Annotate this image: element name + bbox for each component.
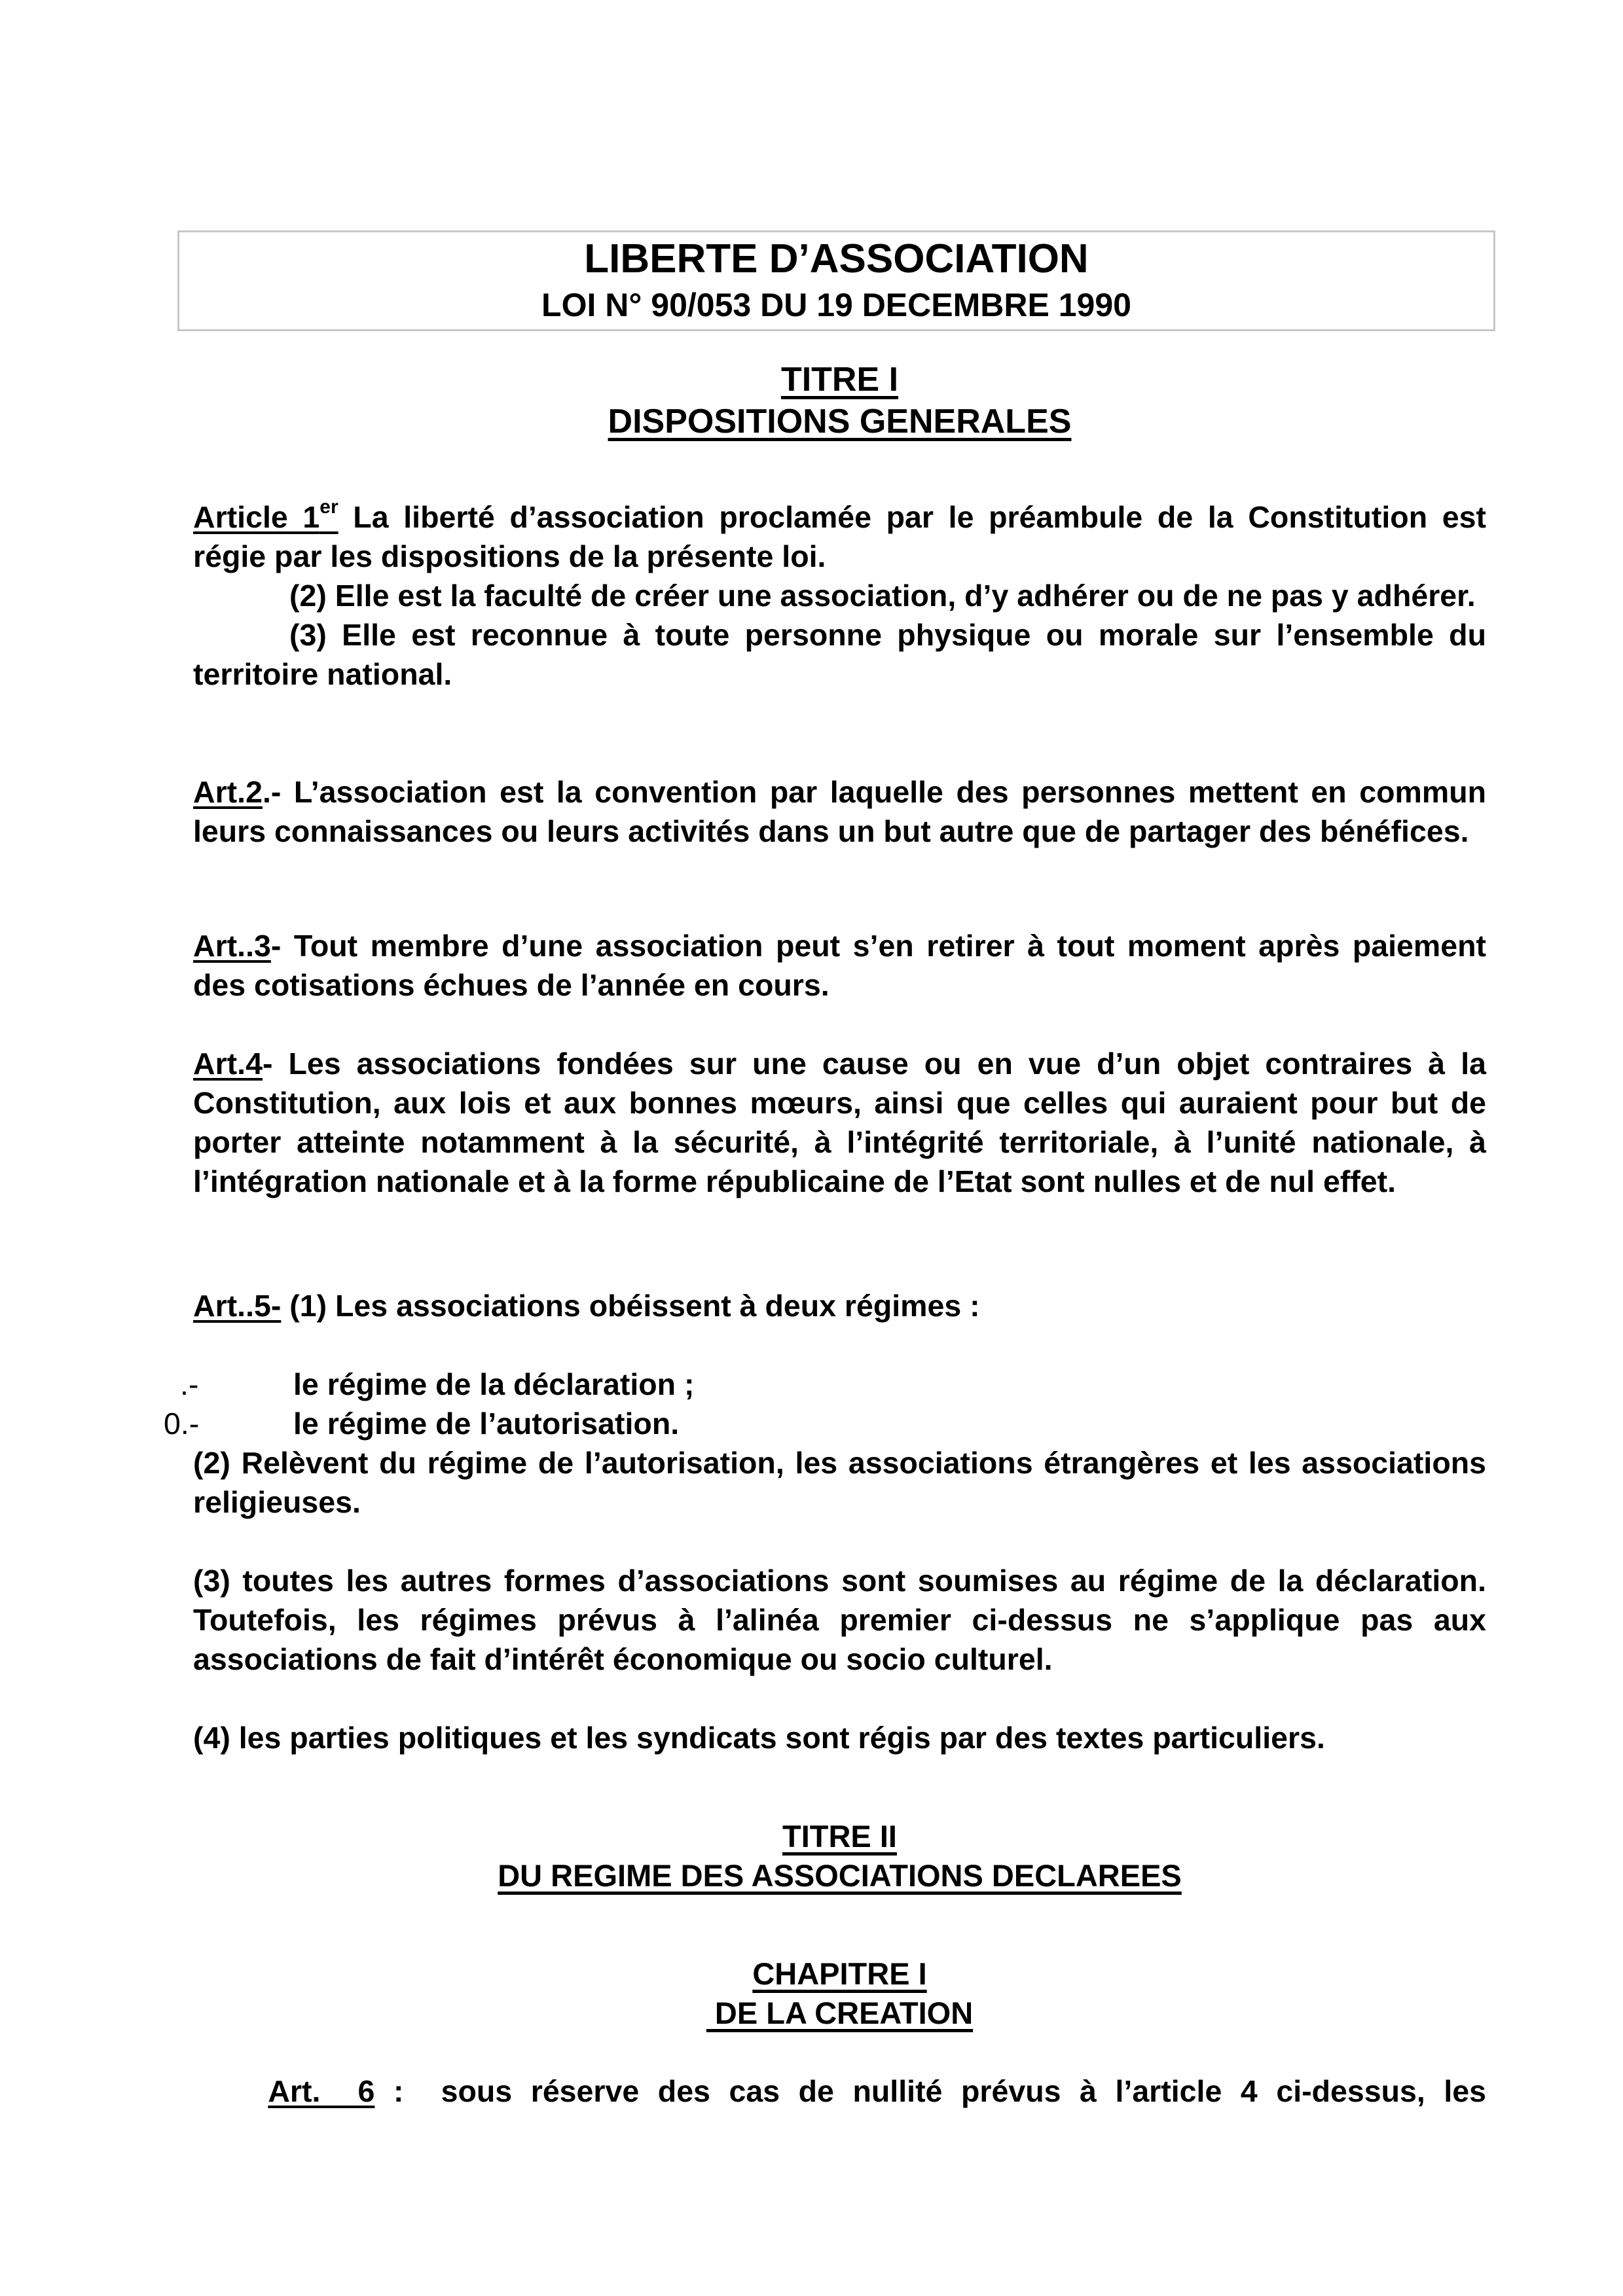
chapitre-1-name: DE LA CREATION	[706, 1996, 974, 2030]
article-6	[193, 2032, 1486, 2150]
list-item: le régime de la déclaration ;	[293, 1367, 695, 1401]
titre-2-label: TITRE II	[782, 1819, 897, 1854]
article-1-label: Article 1er	[193, 496, 338, 534]
article-4	[193, 1044, 1486, 1201]
law-reference: LOI N° 90/053 DU 19 DECEMBRE 1990	[541, 287, 1131, 323]
article-5-label: Art..5-	[193, 1289, 282, 1323]
article-1-paragraph-2: (2) Elle est la faculté de créer une association, d’y adhérer ou de ne pas y adhérer.	[289, 579, 1476, 613]
article-3-label: Art..3	[193, 929, 271, 963]
article-1-superscript: er	[319, 496, 338, 518]
list-item: le régime de l’autorisation.	[293, 1407, 680, 1441]
list-marker: .-	[180, 1367, 199, 1401]
article-5-text: (1) Les associations obéissent à deux régimes :	[281, 1289, 980, 1323]
titre-1-label: TITRE I	[780, 361, 899, 399]
article-2-text: .- L’association est la convention par laquelle des personnes mettent en commun leurs connaissances ou leurs activités dans un but autre que de partager des bénéfices.	[193, 775, 1486, 848]
article-1	[193, 497, 1486, 694]
chapitre-1-label: CHAPITRE I	[752, 1956, 927, 1991]
list-marker: 0.-	[164, 1407, 200, 1441]
article-2	[193, 772, 1486, 851]
document-title-box	[177, 230, 1495, 331]
article-3	[193, 926, 1486, 1005]
document-title: LIBERTE D’ASSOCIATION	[584, 236, 1089, 281]
article-5	[193, 1286, 1486, 1325]
titre-1-name: DISPOSITIONS GENERALES	[608, 403, 1072, 440]
article-5-paragraph-4: (4) les parties politiques et les syndicats sont régis par des textes particuliers.	[193, 1721, 1325, 1755]
article-5-paragraph-3: (3) toutes les autres formes d’associations sont soumises au régime de la déclaration. Toutefois, les régimes prévus à l’alinéa premier ci-dessus ne s’applique pas aux associations de fait d’intérêt économique ou socio culturel.	[193, 1564, 1486, 1676]
article-2-label: Art.2	[193, 775, 263, 809]
article-4-text: - Les associations fondées sur une cause ou en vue d’un objet contraires à la Constitution, aux lois et aux bonnes mœurs, ainsi que celles qui auraient pour but de porter atteinte notamment à la sécurité, à l’intégrité territoriale, à l’unité nationale, à l’intégration nationale et à la forme républicaine de l’Etat sont nulles et de nul effet.	[193, 1047, 1486, 1198]
article-6-label: Art. 6	[268, 2074, 375, 2108]
article-5-paragraph-2: (2) Relèvent du régime de l’autorisation, les associations étrangères et les associations religieuses.	[193, 1446, 1486, 1519]
article-6-text: : sous réserve des cas de nullité prévus à l’article 4 ci-dessus, les	[374, 2074, 1486, 2108]
article-4-label: Art.4	[193, 1047, 263, 1081]
article-3-text: - Tout membre d’une association peut s’en retirer à tout moment après paiement des cotisations échues de l’année en cours.	[193, 929, 1486, 1002]
article-1-text: La liberté d’association proclamée par le préambule de la Constitution est régie par les dispositions de la présente loi.	[193, 500, 1486, 573]
titre-2-name: DU REGIME DES ASSOCIATIONS DECLAREES	[498, 1858, 1182, 1893]
article-1-paragraph-3: (3) Elle est reconnue à toute personne physique ou morale sur l’ensemble du territoire national.	[193, 618, 1486, 691]
